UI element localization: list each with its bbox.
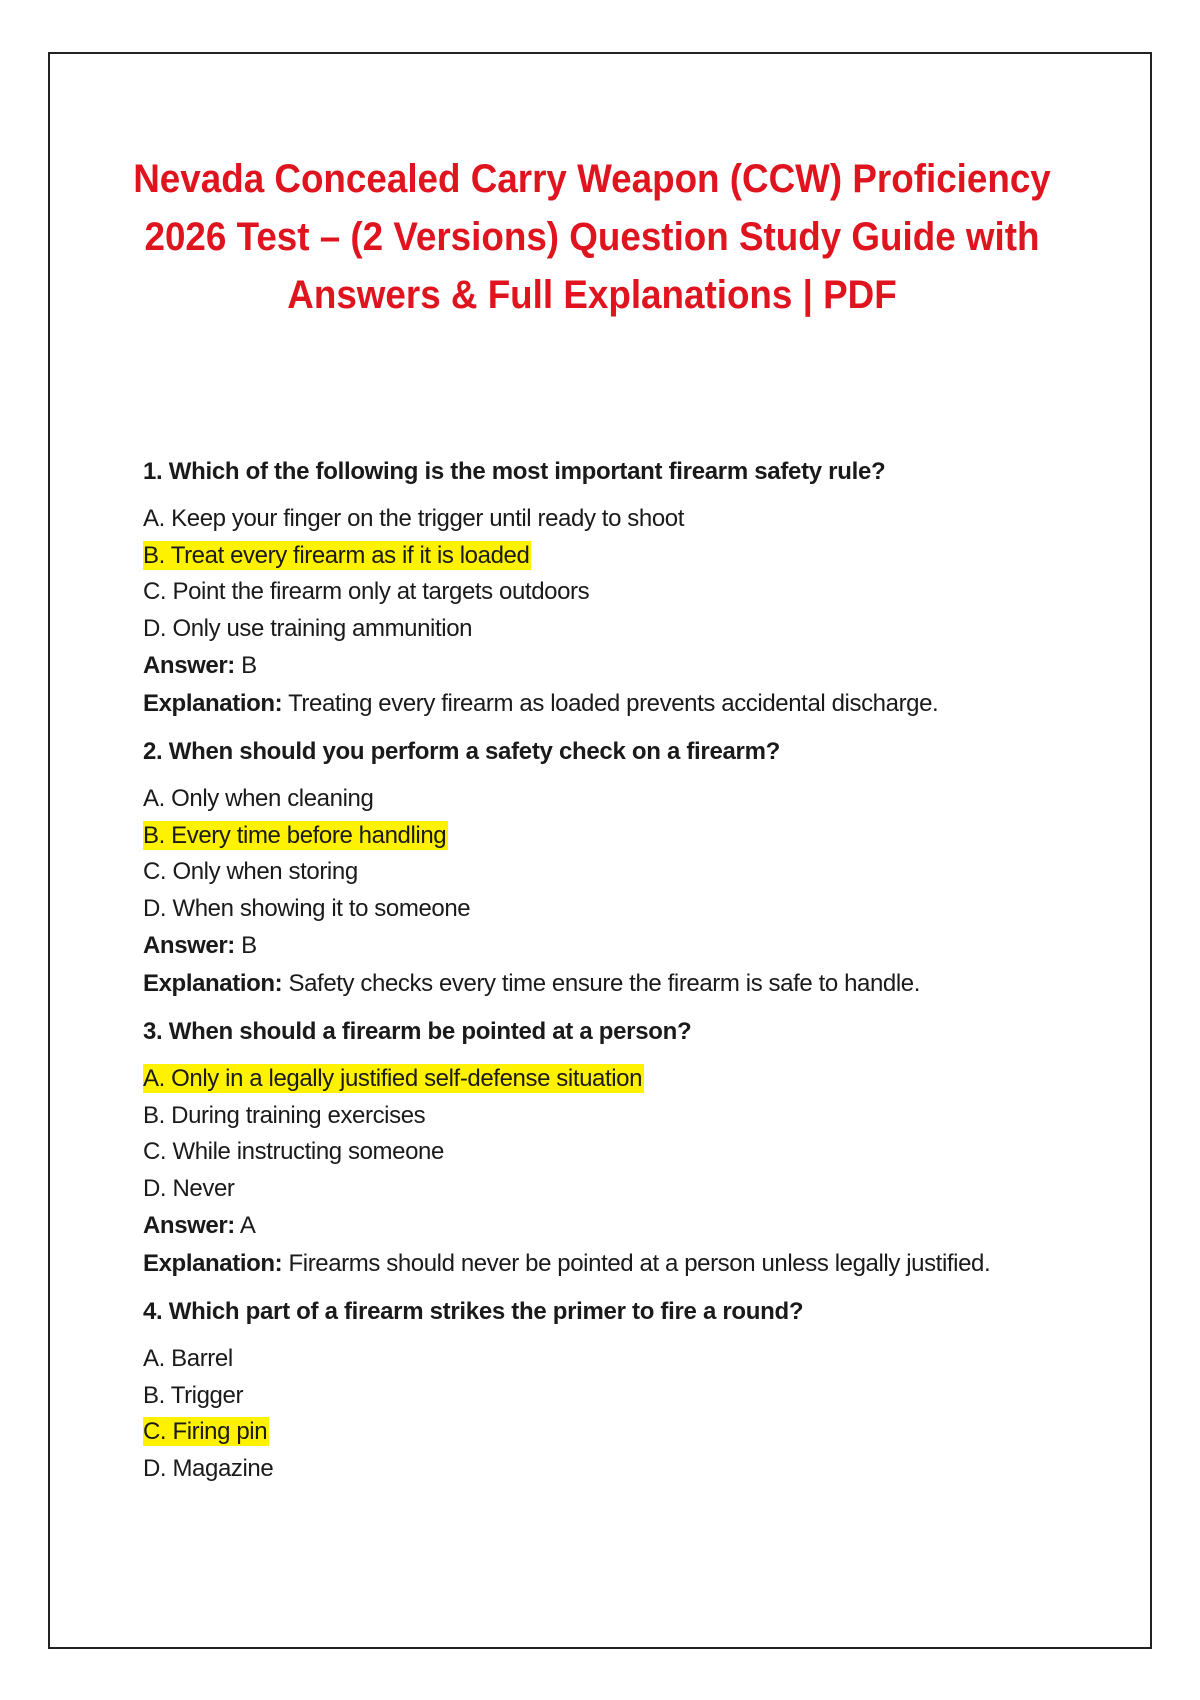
- option-text: D. Magazine: [143, 1454, 274, 1482]
- question-block: [143, 1015, 1103, 1283]
- answer-value: A: [239, 1212, 256, 1239]
- explanation-label: Explanation:: [143, 690, 283, 717]
- option-text: A. Keep your finger on the trigger until ready to shoot: [143, 505, 685, 532]
- option-text: D. Only use training ammunition: [143, 614, 473, 642]
- explanation-line: [143, 685, 1103, 723]
- answer-option: [143, 781, 1103, 818]
- answer-label: Answer:: [143, 652, 235, 679]
- answer-label: Answer:: [143, 932, 235, 959]
- option-text: B. During training exercises: [143, 1101, 426, 1129]
- correct-answer-option: [143, 1061, 1103, 1098]
- correct-answer-option: [143, 1414, 1103, 1451]
- option-text: B. Treat every firearm as if it is loaded: [143, 541, 530, 569]
- document-title: [130, 150, 1054, 324]
- option-text: A. Only when cleaning: [143, 785, 374, 812]
- question-text: 1. Which of the following is the most important firearm safety rule?: [143, 458, 886, 485]
- question-text: 2. When should you perform a safety check on a firearm?: [143, 738, 780, 765]
- option-text: C. Only when storing: [143, 858, 358, 885]
- explanation-text: Safety checks every time ensure the firearm is safe to handle.: [288, 970, 921, 997]
- answer-option: [143, 1451, 1103, 1488]
- question-block: [143, 735, 1103, 1003]
- option-text: D. When showing it to someone: [143, 894, 471, 922]
- title-line: Nevada Concealed Carry Weapon (CCW) Proficiency: [133, 157, 1051, 201]
- title-line: Answers & Full Explanations | PDF: [287, 273, 897, 317]
- option-text: B. Trigger: [143, 1381, 244, 1409]
- answer-option: [143, 1341, 1103, 1378]
- explanation-text: Treating every firearm as loaded prevents accidental discharge.: [288, 690, 939, 717]
- option-text: C. Firing pin: [143, 1418, 268, 1445]
- answer-option: [143, 1378, 1103, 1415]
- question-text: 3. When should a firearm be pointed at a person?: [143, 1018, 692, 1045]
- answer-line: [143, 1207, 1103, 1245]
- question-list: [143, 455, 1103, 1487]
- answer-option: [143, 1134, 1103, 1171]
- correct-answer-option: [143, 818, 1103, 855]
- answer-value: B: [241, 652, 257, 679]
- answer-label: Answer:: [143, 1212, 235, 1239]
- question-block: [143, 1295, 1103, 1487]
- option-text: B. Every time before handling: [143, 821, 447, 849]
- question-text: 4. Which part of a firearm strikes the primer to fire a round?: [143, 1298, 804, 1325]
- question-block: [143, 455, 1103, 723]
- answer-option: [143, 501, 1103, 538]
- explanation-line: [143, 965, 1103, 1003]
- answer-option: [143, 891, 1103, 928]
- correct-answer-option: [143, 538, 1103, 575]
- explanation-label: Explanation:: [143, 970, 283, 997]
- answer-line: [143, 647, 1103, 685]
- answer-line: [143, 927, 1103, 965]
- answer-option: [143, 1171, 1103, 1208]
- answer-option: [143, 854, 1103, 891]
- answer-option: [143, 1098, 1103, 1135]
- explanation-text: Firearms should never be pointed at a person unless legally justified.: [288, 1250, 991, 1277]
- option-text: D. Never: [143, 1174, 235, 1202]
- answer-value: B: [241, 932, 257, 959]
- title-line: 2026 Test – (2 Versions) Question Study Guide with: [144, 215, 1040, 259]
- explanation-label: Explanation:: [143, 1250, 283, 1277]
- explanation-line: [143, 1245, 1103, 1283]
- option-text: C. Point the firearm only at targets outdoors: [143, 578, 590, 605]
- answer-option: [143, 611, 1103, 648]
- option-text: A. Only in a legally justified self-defense situation: [143, 1065, 643, 1092]
- answer-option: [143, 574, 1103, 611]
- option-text: A. Barrel: [143, 1345, 233, 1372]
- option-text: C. While instructing someone: [143, 1138, 444, 1165]
